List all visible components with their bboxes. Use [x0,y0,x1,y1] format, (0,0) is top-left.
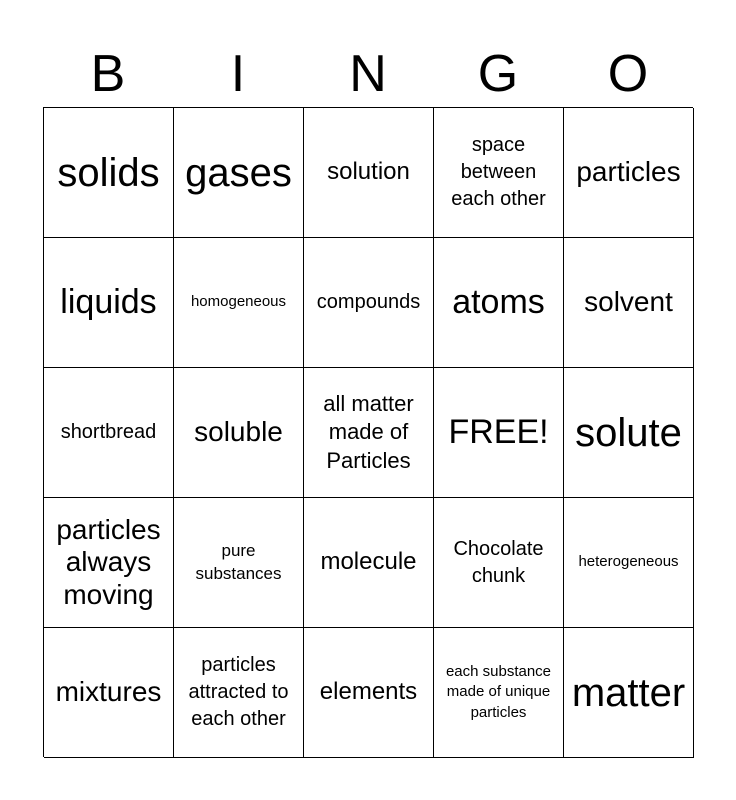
bingo-cell[interactable]: particles [564,108,694,238]
bingo-cell[interactable]: solution [304,108,434,238]
bingo-cell[interactable]: liquids [44,238,174,368]
bingo-cell[interactable]: gases [174,108,304,238]
free-space[interactable]: FREE! [434,368,564,498]
bingo-cell[interactable]: homogeneous [174,238,304,368]
bingo-cell[interactable]: solvent [564,238,694,368]
bingo-cell[interactable]: particles attracted to each other [174,628,304,758]
bingo-cell[interactable]: all matter made of Particles [304,368,434,498]
bingo-cell[interactable]: atoms [434,238,564,368]
bingo-board [43,107,693,757]
bingo-cell[interactable]: elements [304,628,434,758]
header-letter-g: G [477,45,519,103]
bingo-cell[interactable]: soluble [174,368,304,498]
bingo-cell[interactable]: particles always moving [44,498,174,628]
bingo-cell[interactable]: heterogeneous [564,498,694,628]
bingo-cell[interactable]: solids [44,108,174,238]
header-letter-o: O [607,45,649,103]
bingo-cell[interactable]: shortbread [44,368,174,498]
bingo-cell[interactable]: pure substances [174,498,304,628]
bingo-cell[interactable]: space between each other [434,108,564,238]
bingo-cell[interactable]: mixtures [44,628,174,758]
bingo-cell[interactable]: Chocolate chunk [434,498,564,628]
bingo-cell[interactable]: compounds [304,238,434,368]
header-letter-b: B [90,45,126,103]
bingo-cell[interactable]: molecule [304,498,434,628]
bingo-cell[interactable]: each substance made of unique particles [434,628,564,758]
header-letter-i: I [230,45,246,103]
bingo-cell[interactable]: matter [564,628,694,758]
header-letter-n: N [349,45,387,103]
bingo-header [43,40,693,108]
bingo-cell[interactable]: solute [564,368,694,498]
